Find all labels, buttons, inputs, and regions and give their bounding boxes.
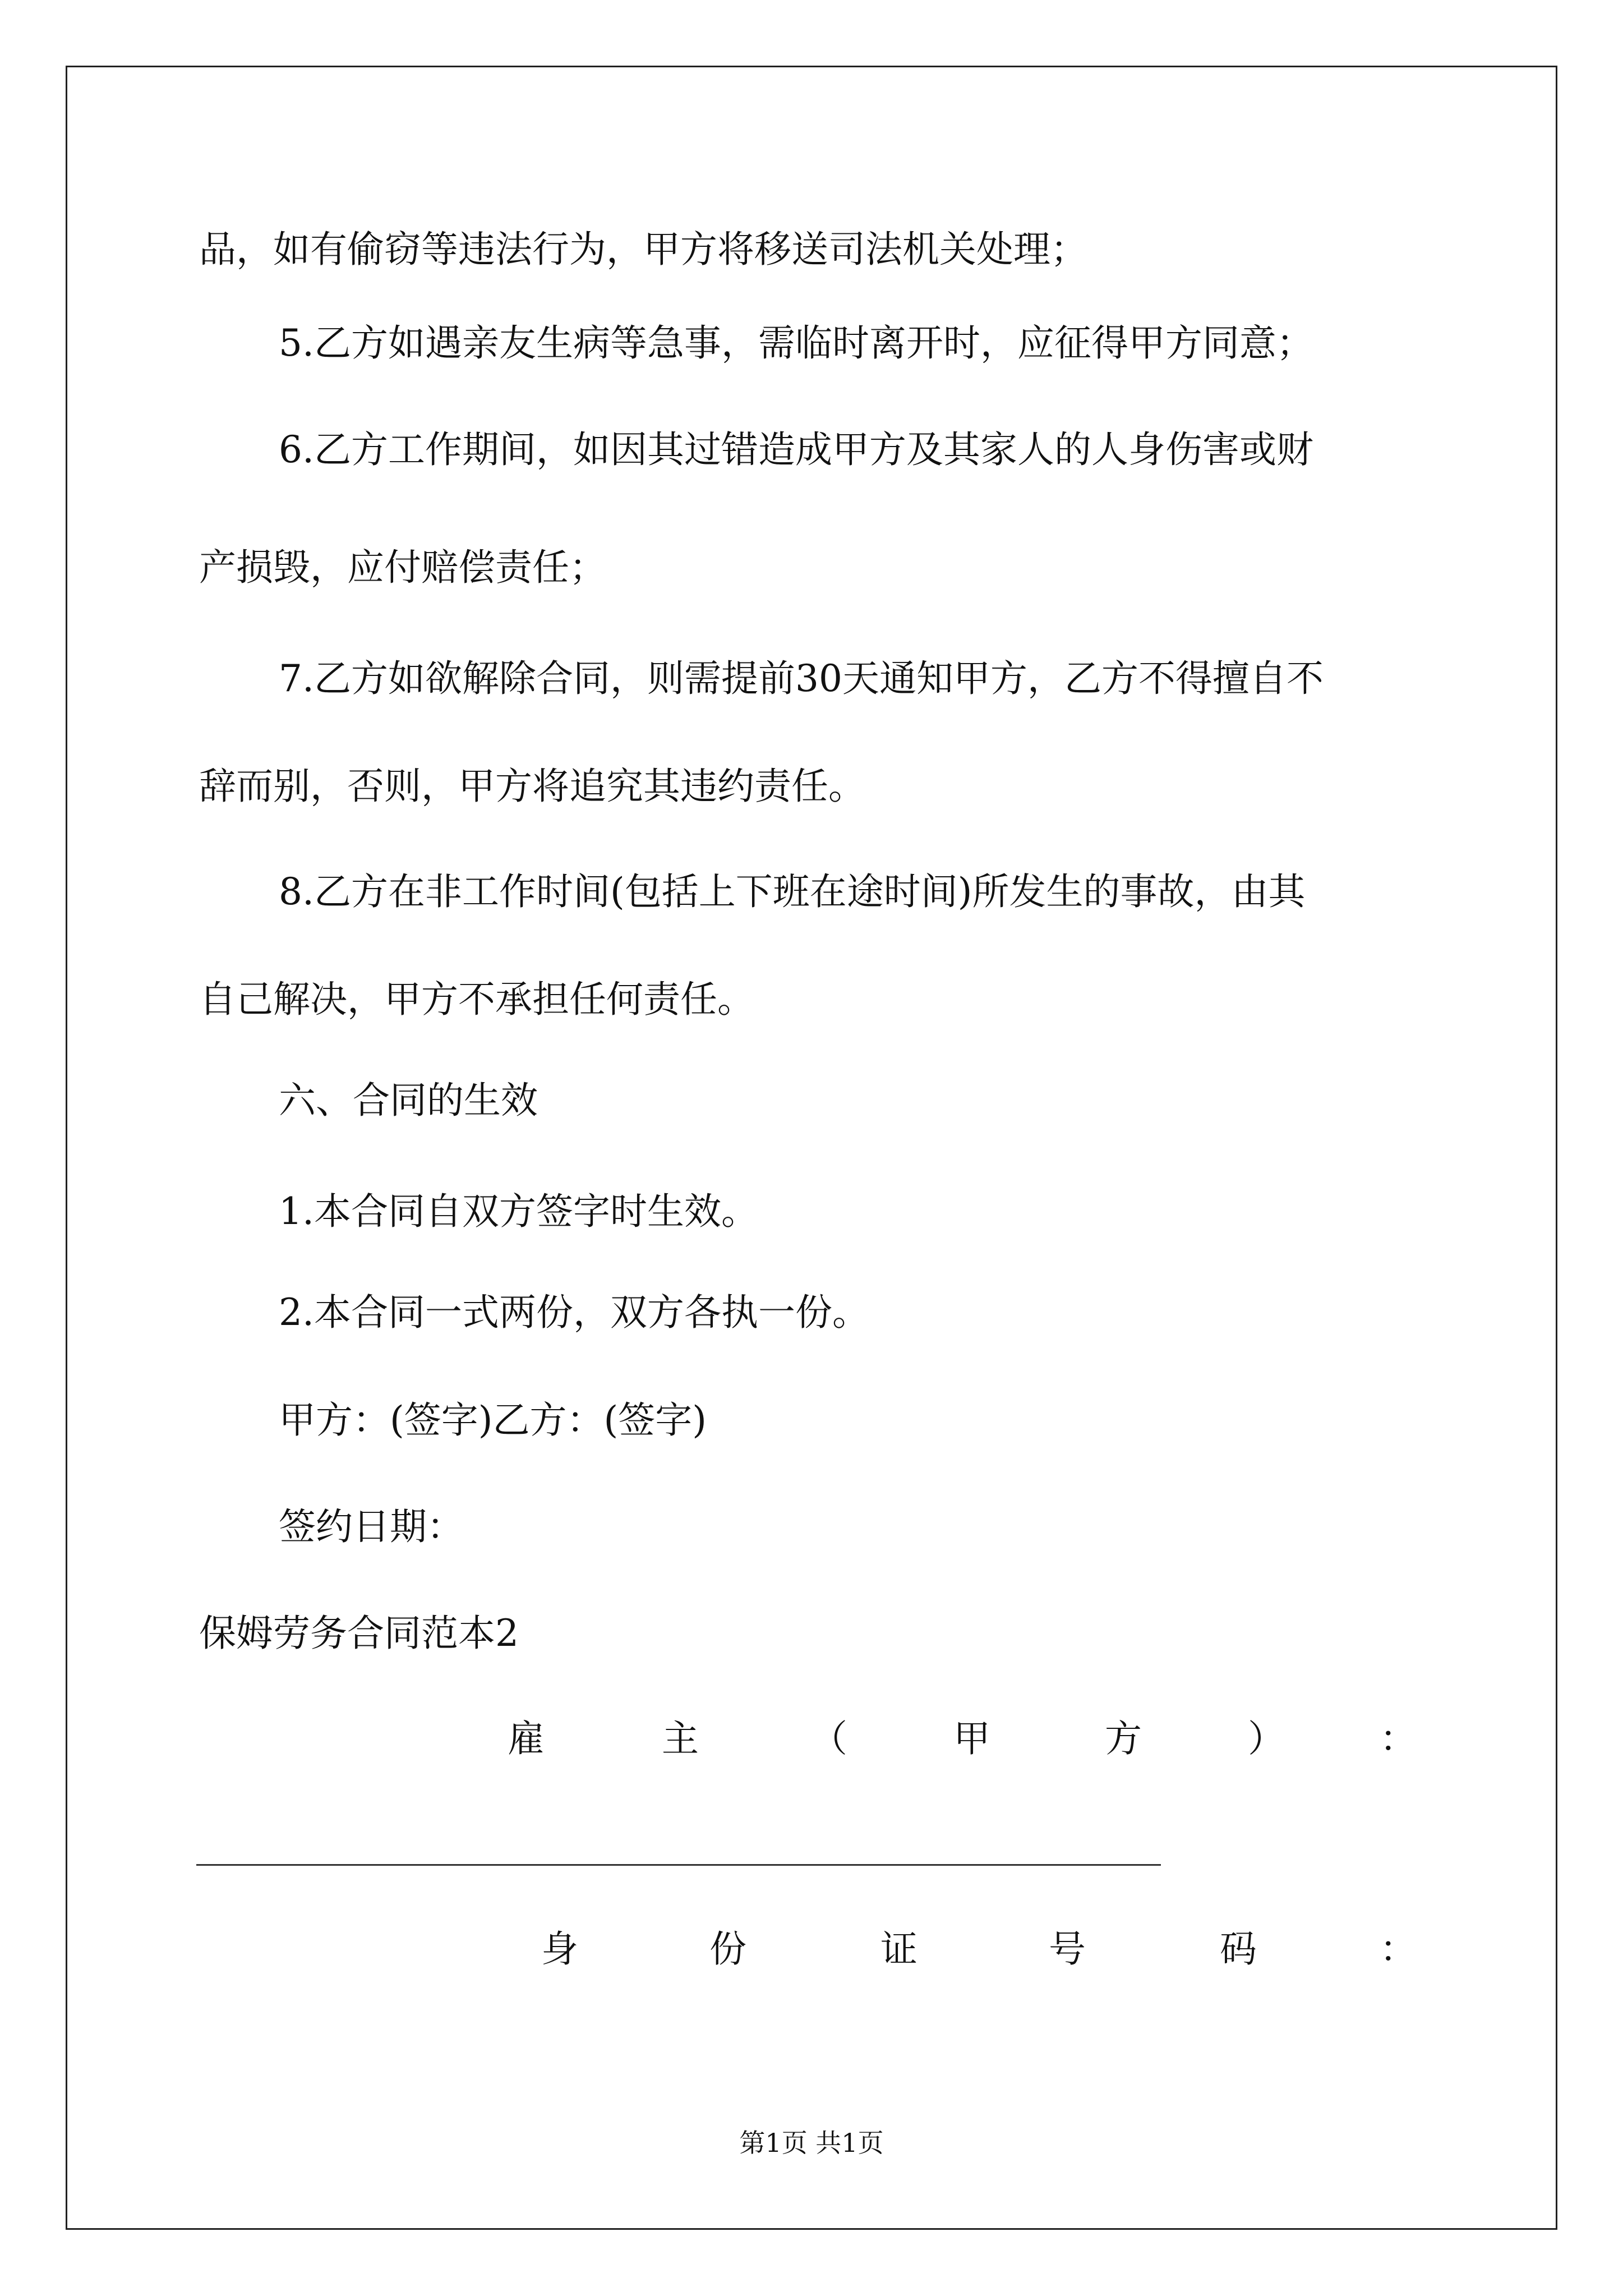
paragraph-line: 6.乙方工作期间，如因其过错造成甲方及其家人的人身伤害或财 xyxy=(279,428,1313,471)
paragraph-line: 8.乙方在非工作时间(包括上下班在途时间)所发生的事故，由其 xyxy=(279,870,1306,913)
paragraph-line: 辞而别，否则，甲方将追究其违约责任。 xyxy=(199,765,865,808)
employer-label-char: 方 xyxy=(1105,1717,1142,1760)
employer-label-char: 甲 xyxy=(953,1717,990,1760)
employer-label-char: （ xyxy=(810,1717,847,1760)
id-label-char: ： xyxy=(1380,1927,1417,1971)
id-label-char: 号 xyxy=(1049,1927,1086,1971)
fill-in-underline xyxy=(196,1864,1161,1866)
paragraph-line: 产损毁，应付赔偿责任； xyxy=(199,546,606,589)
section-heading: 六、合同的生效 xyxy=(279,1079,538,1122)
paragraph-line: 2.本合同一式两份，双方各执一份。 xyxy=(279,1291,869,1334)
id-label-char: 身 xyxy=(541,1927,578,1971)
id-label-char: 份 xyxy=(709,1927,746,1971)
employer-label-char: 主 xyxy=(662,1717,699,1760)
employer-label-char: 雇 xyxy=(508,1717,545,1760)
signing-date-line: 签约日期： xyxy=(279,1505,464,1548)
paragraph-line: 品，如有偷窃等违法行为，甲方将移送司法机关处理； xyxy=(199,228,1087,271)
paragraph-line: 5.乙方如遇亲友生病等急事，需临时离开时，应征得甲方同意； xyxy=(279,321,1313,365)
employer-label-char: ： xyxy=(1380,1717,1417,1760)
page-number-footer: 第1页 共1页 xyxy=(739,2128,884,2158)
paragraph-line: 自己解决，甲方不承担任何责任。 xyxy=(199,978,754,1021)
employer-label-char: ） xyxy=(1248,1717,1285,1760)
page-border xyxy=(66,66,1557,2230)
paragraph-line: 1.本合同自双方签字时生效。 xyxy=(279,1190,758,1233)
paragraph-line: 7.乙方如欲解除合同，则需提前30天通知甲方，乙方不得擅自不 xyxy=(279,657,1324,700)
id-label-char: 证 xyxy=(880,1927,917,1971)
template-title: 保姆劳务合同范本2 xyxy=(199,1612,519,1655)
id-label-char: 码 xyxy=(1220,1927,1257,1971)
signature-line: 甲方：(签字)乙方：(签字) xyxy=(279,1398,707,1442)
